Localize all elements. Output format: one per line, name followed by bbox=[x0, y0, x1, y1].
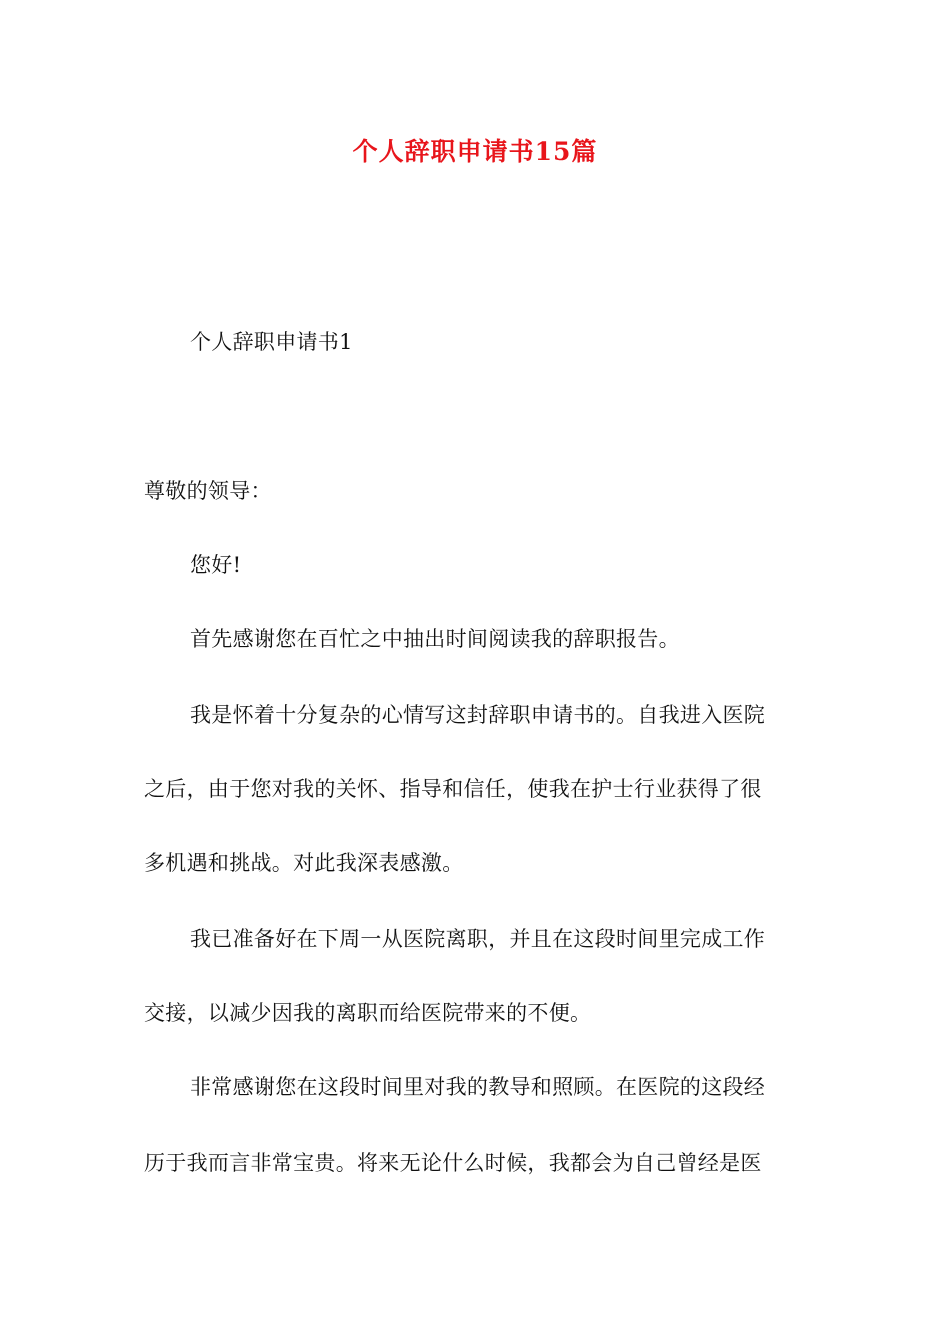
paragraph-line: 我已准备好在下周一从医院离职，并且在这段时间里完成工作 bbox=[190, 927, 766, 951]
paragraph-line: 多机遇和挑战。对此我深表感激。 bbox=[144, 851, 464, 875]
paragraph-line: 我是怀着十分复杂的心情写这封辞职申请书的。自我进入医院 bbox=[190, 703, 766, 727]
paragraph-line: 交接，以减少因我的离职而给医院带来的不便。 bbox=[144, 1001, 592, 1025]
paragraph-line: 历于我而言非常宝贵。将来无论什么时候，我都会为自己曾经是医 bbox=[144, 1151, 762, 1175]
paragraph-line: 之后，由于您对我的关怀、指导和信任，使我在护士行业获得了很 bbox=[144, 777, 762, 801]
document-title: 个人辞职申请书15篇 bbox=[352, 137, 598, 166]
paragraph-line: 首先感谢您在百忙之中抽出时间阅读我的辞职报告。 bbox=[190, 627, 680, 651]
salutation: 尊敬的领导： bbox=[144, 479, 272, 503]
paragraph-line: 非常感谢您在这段时间里对我的教导和照顾。在医院的这段经 bbox=[190, 1075, 766, 1099]
greeting: 您好! bbox=[190, 553, 242, 577]
section-heading: 个人辞职申请书1 bbox=[190, 330, 353, 354]
